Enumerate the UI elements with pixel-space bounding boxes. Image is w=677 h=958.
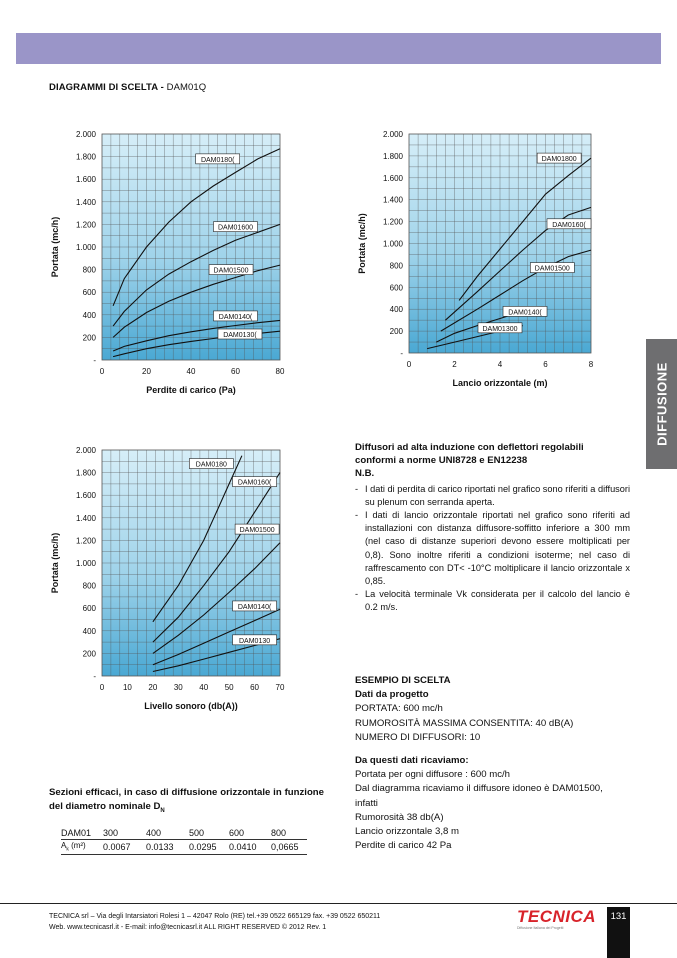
y-tick-label: - xyxy=(400,349,403,358)
x-tick-label: 40 xyxy=(199,683,209,692)
x-tick-label: 0 xyxy=(99,367,105,376)
table-cell: 0.0067 xyxy=(103,841,131,852)
y-axis-label: Portata (mc/h) xyxy=(357,213,367,274)
series-label: DAM01300 xyxy=(482,325,518,333)
y-tick-label: 400 xyxy=(389,305,403,315)
project-data-title: Dati da progetto xyxy=(355,689,429,701)
series-label: DAM0180( xyxy=(200,156,235,164)
table-cell: 300 xyxy=(103,827,119,838)
derived-line: Lancio orizzontale 3,8 m xyxy=(355,826,459,838)
table-cell: DAM01 xyxy=(61,827,92,838)
selection-example xyxy=(355,674,635,853)
derived-line: infatti xyxy=(355,797,378,809)
x-tick-label: 20 xyxy=(142,367,151,376)
y-tick-label: 800 xyxy=(82,581,96,591)
y-tick-label: 1.400 xyxy=(75,513,96,523)
footer-divider xyxy=(0,903,677,904)
y-tick-label: 200 xyxy=(82,649,96,659)
table-cell: 500 xyxy=(189,827,205,838)
page-number: 131 xyxy=(610,911,627,922)
y-tick-label: 600 xyxy=(389,283,403,293)
y-tick-label: 1.600 xyxy=(75,491,96,501)
y-tick-label: 2.000 xyxy=(75,446,96,455)
x-axis-label: Perdite di carico (Pa) xyxy=(146,385,236,395)
x-tick-label: 70 xyxy=(275,683,285,692)
x-tick-label: 2 xyxy=(452,360,457,369)
y-tick-label: 1.000 xyxy=(75,243,96,252)
x-tick-label: 0 xyxy=(99,683,105,692)
table-cell: 0.0410 xyxy=(229,841,257,852)
project-line: RUMOROSITÀ MASSIMA CONSENTITA: 40 dB(A) xyxy=(355,717,574,729)
table-cell-label xyxy=(61,840,103,855)
series-label: DAM01500 xyxy=(534,265,570,273)
table-row xyxy=(61,840,307,855)
series-label: DAM01500 xyxy=(213,267,249,275)
note-item: - La velocità terminale Vk considerata per il calcolo del lancio è 0.2 m/s. xyxy=(355,588,630,614)
x-tick-label: 60 xyxy=(250,683,260,692)
footer-address: TECNICA srl – Via degli Intarsiatori Rolesi 1 – 42047 Rolo (RE) tel.+39 0522 665129 fax. +39 0522 650211 xyxy=(49,913,381,920)
table-cell: 0,0665 xyxy=(271,841,299,852)
x-tick-label: 80 xyxy=(275,367,285,376)
derived-line: Rumorosità 38 db(A) xyxy=(355,811,444,823)
y-tick-label: 1.000 xyxy=(75,559,96,568)
series-label: DAM01500 xyxy=(239,527,275,535)
notes-heading-1: Diffusori ad alta induzione con deflettori regolabili xyxy=(355,442,584,453)
table-row xyxy=(61,826,307,840)
footer-web: Web. www.tecnicasrl.it - E-mail: info@tecnicasrl.it ALL RIGHT RESERVED © 2012 Rev. 1 xyxy=(49,924,327,931)
table-cell: 400 xyxy=(146,827,162,838)
chart-pressure-drop xyxy=(40,122,300,402)
series-label: DAM01600 xyxy=(217,224,254,232)
series-label: DAM0130( xyxy=(223,332,257,340)
notes-list xyxy=(355,483,630,615)
area-label-sub: k xyxy=(66,846,69,853)
x-tick-label: 6 xyxy=(543,360,548,369)
x-axis-label: Livello sonoro (db(A)) xyxy=(144,701,238,711)
section-side-tab xyxy=(646,339,677,469)
footer-text xyxy=(49,911,380,933)
chart-sound-level xyxy=(40,438,300,723)
series-label: DAM0140( xyxy=(508,309,542,317)
header-bar xyxy=(16,33,661,64)
sections-heading xyxy=(49,786,324,818)
y-tick-label: 1.200 xyxy=(75,536,96,546)
series-label: DAM0140( xyxy=(237,603,272,611)
table-cell: 0.0133 xyxy=(146,841,174,852)
derived-line: Perdite di carico 42 Pa xyxy=(355,840,452,852)
note-item: - I dati di perdita di carico riportati nel grafico sono riferiti a diffusori su plenum con serranda aperta. xyxy=(355,483,630,509)
y-tick-label: 1.800 xyxy=(75,468,96,478)
series-label: DAM0160( xyxy=(552,221,586,229)
y-tick-label: 1.200 xyxy=(382,217,403,227)
derived-title: Da questi dati ricaviamo: xyxy=(355,755,469,767)
y-tick-label: 2.000 xyxy=(382,130,403,139)
y-tick-label: 800 xyxy=(389,261,403,271)
sections-heading-sub: N xyxy=(160,807,165,814)
x-tick-label: 40 xyxy=(186,367,196,376)
series-label: DAM0180 xyxy=(195,461,227,469)
y-tick-label: 1.400 xyxy=(382,195,403,205)
y-tick-label: 200 xyxy=(389,327,403,337)
series-label: DAM0130 xyxy=(239,637,271,645)
x-tick-label: 8 xyxy=(588,360,594,369)
y-tick-label: 1.800 xyxy=(75,152,96,162)
y-tick-label: 1.400 xyxy=(75,197,96,207)
derived-line: Portata per ogni diffusore : 600 mc/h xyxy=(355,769,511,781)
y-tick-label: - xyxy=(93,672,96,681)
page-number-box xyxy=(607,907,630,958)
tecnica-logo xyxy=(517,907,596,930)
notes-block xyxy=(355,442,630,615)
y-tick-label: 1.600 xyxy=(75,175,96,185)
title-bold: DIAGRAMMI DI SCELTA - xyxy=(49,82,164,93)
notes-heading-2: conformi a norme UNI8728 e EN12238 xyxy=(355,454,528,466)
title-model: DAM01Q xyxy=(166,82,207,93)
series-label: DAM0160( xyxy=(237,479,272,487)
x-tick-label: 10 xyxy=(122,683,132,692)
y-tick-label: - xyxy=(93,356,96,365)
x-tick-label: 20 xyxy=(148,683,158,692)
y-tick-label: 600 xyxy=(82,604,96,614)
project-line: NUMERO DI DIFFUSORI: 10 xyxy=(355,731,481,743)
logo-text: TECNICA xyxy=(517,907,597,926)
y-tick-label: 2.000 xyxy=(75,130,96,139)
y-tick-label: 1.600 xyxy=(382,173,403,183)
x-tick-label: 0 xyxy=(406,360,412,369)
series-label: DAM0140( xyxy=(218,313,253,321)
effective-sections-table xyxy=(61,826,307,855)
example-title: ESEMPIO DI SCELTA xyxy=(355,675,451,686)
series-label: DAM01800 xyxy=(541,156,577,164)
y-axis-label: Portata (mc/h) xyxy=(50,216,60,278)
x-axis-label: Lancio orizzontale (m) xyxy=(452,378,548,388)
notes-nb: N.B. xyxy=(355,468,375,479)
y-tick-label: 1.800 xyxy=(382,151,403,161)
table-cell: 0.0295 xyxy=(189,841,217,852)
sections-heading-text: Sezioni efficaci, in caso di diffusione orizzontale in funzione del diametro nominale D xyxy=(49,787,324,812)
area-label-unit: (m²) xyxy=(68,841,86,850)
derived-line: Dal diagramma ricaviamo il diffusore idoneo è DAM01500, xyxy=(355,783,603,795)
x-tick-label: 60 xyxy=(231,367,240,376)
x-tick-label: 4 xyxy=(497,360,503,369)
page-title xyxy=(49,82,206,93)
y-tick-label: 600 xyxy=(82,288,96,298)
note-item: - I dati di lancio orizzontale riportati nel grafico sono riferiti ad installazioni con distanza diffusore-soffitto inferiore a 300 mm (nel caso di distanze superiori devono essere moltiplicati per 0,8). Sono inoltre riferiti a condizioni isoterme; nel caso di raffrescamento con DT< -10°C moltiplicare il lancio orizzontale x 0,85. xyxy=(355,509,630,588)
y-tick-label: 1.000 xyxy=(382,239,403,249)
project-line: PORTATA: 600 mc/h xyxy=(355,703,443,715)
table-cell: 600 xyxy=(229,827,245,838)
x-tick-label: 50 xyxy=(224,683,234,692)
y-tick-label: 1.200 xyxy=(75,220,96,230)
table-cell: 800 xyxy=(271,827,287,838)
area-label: A xyxy=(61,841,67,850)
chart-horizontal-throw xyxy=(345,122,605,402)
side-tab-label: DIFFUSIONE xyxy=(654,362,669,446)
y-axis-label: Portata (mc/h) xyxy=(50,532,60,594)
y-tick-label: 400 xyxy=(82,626,96,636)
y-tick-label: 400 xyxy=(82,310,96,320)
logo-tagline: Diffusione Italiana dei Progetti xyxy=(517,926,564,930)
x-tick-label: 30 xyxy=(173,683,183,692)
y-tick-label: 200 xyxy=(82,333,96,343)
y-tick-label: 800 xyxy=(82,265,96,275)
